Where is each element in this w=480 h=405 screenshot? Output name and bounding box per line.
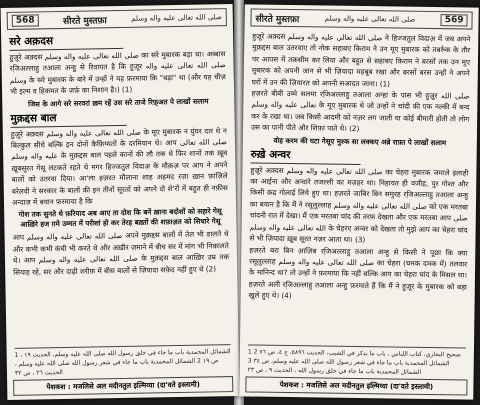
left-page-blessing: صلى الله تعالى عليه واله وسلم: [131, 13, 222, 23]
right-page-header: [250, 8, 472, 29]
paragraph: हज़रते बरा बिन आ़ज़िब रजि़अल्लाहु तआला अन्हु से किसी ने पूछा कि क्या रसूलुल्लाह صلى الله تعالى عليه واله وسلم का चेहरा (चमक दमक में) तलवार के मानिन्द था? तो उन्हों ने फ़रमाया कि नहीं बल्कि आप का चेहरा चांद के मिसल था। हज़रते अली रजि़अल्लाहु तआला अन्हु फ़रमाते हैं कि मैं ने हुज़ूर के मुबारक को बड़ा खुले हुए थे। (4): [248, 244, 468, 301]
paragraph: हुज़ूरे अक़्दस صلى الله تعالى عليه واله وسلم का सरे मुबारक बड़ा था। अब्बास रजि़अल्लाहु तआला अन्हु से रिवायत है कि हुज़ूर صلى الله تعالى عليه واله وسلم के सरे मुबारक के बारे में उन्हों ने यह फ़रमाया कि "बड़ा" था (और यह चीज़ भी इल्म व हिकमत के ज़र्फ़ का निशान है।) (1): [9, 49, 226, 97]
paragraph: आप صلى الله تعالى عليه واله وسلم अपने मुक़द्दस बालों में तेल भी डालते थे और कभी कभी कंघी भी करते थे और अख़ीर ज़माने में बीच सर में मांग भी निकालते थे। आप صلى الله تعالى عليه واله وسلم के मुक़द्दस बाल आख़िर उम्र तक सियाह रहे, सर और दाढ़ी शरीफ़ में बीस बालों से ज़ियादा सफ़ेद नहीं हुए थे (2): [12, 229, 230, 277]
left-page-content: [1, 28, 237, 280]
right-page-blessing: صلى الله تعالى عليه واله وسلم: [324, 14, 416, 24]
left-page-header: [7, 8, 227, 30]
left-page-title: सीरते मुस्तफ़ा: [63, 15, 107, 27]
right-page-footnotes: 1 صحيح البخاري، كتاب اللباس ، باب ما يذكر في الشيب، الحديث ٥٨٩٦، ج ٤، ص ٧٦ 2 الشمائل المحمدية باب ما جاء في شعر رسول الله صلى الله عليه وسلم، ص ٣٤ 3 الشمائل المحمدية باب ما جاء في خلق رسول الله ، الحديث ٩ ، ص ٢٣: [248, 344, 466, 377]
couplet: जिस के आगे सरे सरवरां ख़म रहें उस सरे ताजे रिफ़्अत पे लाखों सलाम: [28, 97, 209, 109]
right-page-content: [241, 28, 479, 306]
heading-muqaddas-baal: मुक़द्दस बाल: [10, 108, 226, 128]
couplet: वोह करम की घटा गेसूए मुश्क सा लक्कए अब्रे राफ़्त पे लाखों सलाम: [273, 136, 447, 147]
left-page-footnotes: 1 الشمائل المحمدية باب ما جاء في خلق رسول الله صلى الله عليه وسلم، الحديث ١٩ ، ص ١٩ 2 الشمائل المحمدية باب ما جاء في شعر رسول الله صلى الله عليه وسلم ، الحديث ٢٦ ، ص ٣٢: [15, 344, 231, 378]
left-page-footer: पेशकश : मजलिसे अल मदीनतुल इल्मिय्या (दा'वते इस्लामी): [13, 376, 233, 396]
paragraph: हुज़ूरे अक़्दस صلى الله تعالى عليه واله وسلم के मूए मुबारक न घुंघर दार थे न बिल्कुल सीधे बल्कि इन दोनों कैफ़िय्यतों के दरमियान थे। आप صلى الله تعالى عليه واله وسلم के मुक़द्दस बाल पहले कानों की लौ तक थे फिर शानों तक ख़ूब ख़ूबसूरत गेसू लटकते रहते थे मगर हिज्जतुल विदाअ़ के मौक़अ़ पर आप ने अपने बालों को उतरवा दिया। आ'ला हज़रत मौलाना शाह अहमद रज़ा ख़ान फ़ाज़िले बरेलवी ने सरकार के बालों की इन तीनों सूरतों को अपने दो शे'रों में बहुत ही नफ़ीस अन्दाज़ में बयान फ़रमाया है कि: [10, 125, 228, 207]
left-page-number: 568: [12, 14, 39, 26]
heading-rukhe-anwar: रुख़े अन्वर: [251, 147, 469, 166]
paragraph: हुज़ूरे अक़्दस صلى الله تعالى عليه واله وسلم का चेहरा मुबारक जमाले इलाही का आईना और अन्वारे तजल्ली का मज़हर था। निहायत ही वजीह, पुर गोश्त और किसी क़द्र गोलाई लिये हुए था। हज़रते जाबिर बिन समुरह रजि़अल्लाहु तआला अन्हु का बयान है कि मैं ने रसूलुल्लाह صلى الله تعالى عليه واله وسلم को एक मरतबा चांदनी रात में देखा। मैं एक मरतबा चांद की तरफ़ देखता और एक मरतबा आप صلى الله تعالى عليه واله وسلم के चेहरए अन्वर को देखता तो मुझे आप का चेहरा चांद से भी ज़ियादा ख़ूब सूरत नज़र आता था। (3): [249, 165, 469, 245]
left-page: [1, 4, 240, 400]
couplet: गोश तक सुनते थे फ़रियाद अब आए ता दोश कि बनें ख़ाना बदोशों को सहारे गेसू आख़िरे हज ग़मे उम्मत में परीशां हो कर तेरह बख़्तों की शफ़ाअ़त को सिधारे गेसू: [18, 207, 222, 230]
right-page-number: 569: [441, 14, 468, 26]
paragraph: हज़रते बीबी उम्मे सलमा रजि़अल्लाहु तआला अन्हा के पास भी हुज़ूर صلى الله تعالى عليه واله وسلم के मूए मुबारक थे जो उन्हों ने चांदी की एक नल्की में बन्द कर के रखा था। जब किसी आदमी को नज़र लग जाती या कोई बीमारी होती तो लोग उस का पानी पीते और शिफ़ा पाते थे। (2): [250, 88, 470, 134]
right-page-title: सीरते मुस्तफ़ा: [255, 14, 300, 25]
paragraph: हुज़ूरे अक़्दस صلى الله تعالى عليه واله وسلم ने हिज्जतुल विदाअ़ में जब अपने मुक़द्दस बाल उतरवाए तो नोक सहाबए किराम ने उन मूए मुबारक को तबर्रुक के तौर पर आपस में तक़सीम कर लिया और बहुत से सहाबए किराम ने बरसों तक उन मूए मुबारक को अपनी जान से भी ज़ियादा महबूब रखा और बरसों बरस उन्हों ने अपने घरों में उन की ज़ियारत को अपनी सआदत जाना। (1): [251, 31, 471, 89]
right-page: [239, 4, 478, 399]
heading-sare-aqdas: सरे अक़दस: [9, 31, 225, 51]
right-page-footer: पेशकश : मजलिसे अल मदीनतुल इल्मिय्या (दा'वते इस्लामी): [245, 376, 467, 395]
